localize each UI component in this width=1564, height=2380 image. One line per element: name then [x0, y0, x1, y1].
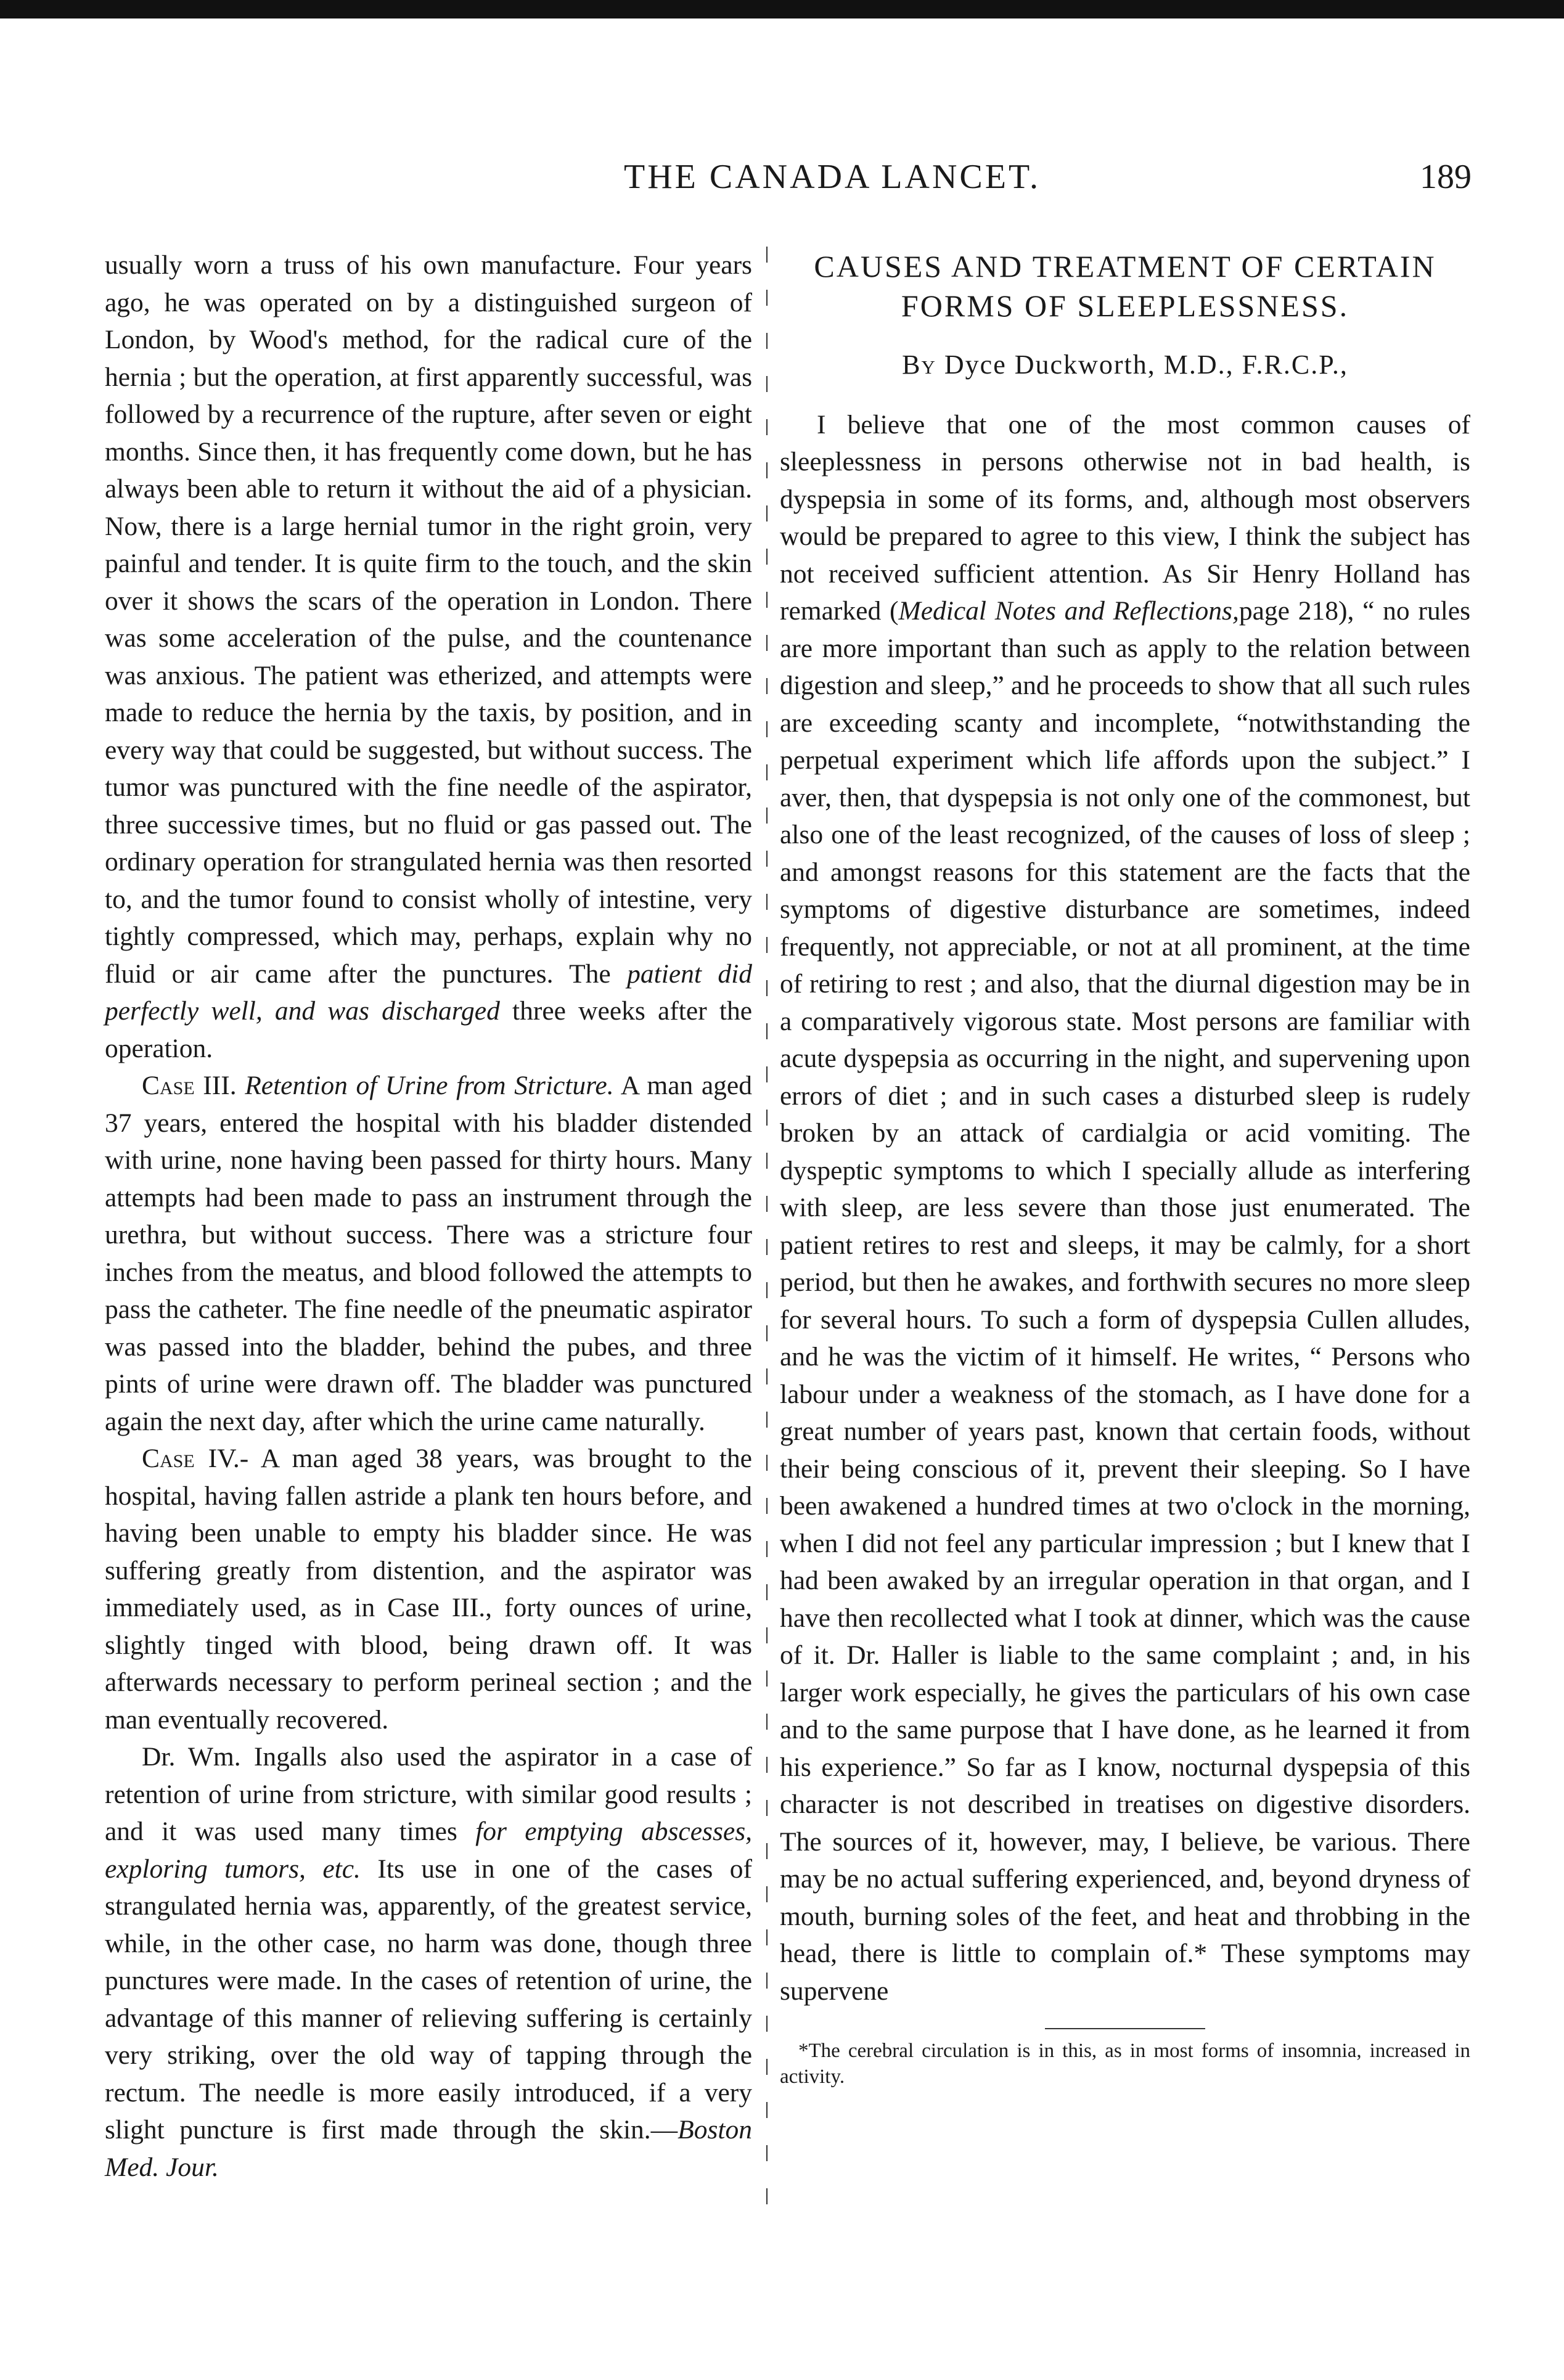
- left-column: [105, 247, 752, 2186]
- paragraph-sleeplessness: [780, 406, 1470, 2010]
- byline-author: Dyce Duckworth, M.D., F.R.C.P.,: [944, 350, 1348, 380]
- paragraph-text: Dr. Wm. Ingalls also used the aspirator in a case of retention of urine from stricture, with similar good results ; and it was used many times: [105, 1742, 752, 1846]
- paragraph-text-end: page 218), “ no rules are more important than such as apply to the relation between digestion and sleep,” and he proceeds to show that all such rules are exceeding scanty and incomplete, “notwithstanding the perpetual experiment which life affords upon the subject.” I aver, then, that dyspepsia is not only one of the commonest, but also one of the least recognized, of the causes of loss of sleep ; and amongst reasons for this statement are the facts that the symptoms of digestive disturbance are sometimes, indeed frequently, not appreciable, or not at all prominent, at the time of retiring to rest ; and also, that the diurnal digestion may be in a comparatively vigorous state. Most persons are familiar with acute dyspepsia as occurring in the night, and supervening upon errors of diet ; and in such cases a disturbed sleep is rudely broken by an attack of cardialgia or acid vomiting. The dyspeptic symptoms to which I specially allude as interfering with sleep, are less severe than those just enumerated. The patient retires to rest and sleeps, it may be calmly, for a short period, but then he awakes, and forthwith secures no more sleep for several hours. To such a form of dyspepsia Cullen alludes, and he was the victim of it himself. He writes, “ Persons who labour under a weakness of the stomach, as I have done for a great number of years past, known that certain foods, without their being conscious of it, prevent their sleeping. So I have been awakened a hundred times at two o'clock in the morning, when I did not feel any particular impression ; but I knew that I had been awaked by an irregular operation in that organ, and I have then recollected what I took at dinner, which was the cause of it. Dr. Haller is liable to the same complaint ; and, in his larger work especially, he gives the particulars of his own case and to the same purpose that I have done, as he learned it from his experience.” So far as I know, nocturnal dyspepsia of this character is not described in treatises on digestive disorders. The sources of it, however, may, I believe, be various. There may be no actual suffering experienced, and, beyond dryness of mouth, burning soles of the feet, and heat and throbbing in the head, there is little to complain of.* These symptoms may supervene: [780, 596, 1471, 2006]
- paragraph-hernia-case: [105, 247, 752, 1067]
- column-divider: [766, 247, 768, 2231]
- paragraph-text: I believe that one of the most common causes of sleeplessness in persons otherwise not in bad health, is dyspepsia in some of its forms, and, although most observers would be prepared to agree to this view, I think the subject has not received sufficient attention. As Sir Henry Holland has remarked (: [780, 409, 1470, 626]
- paragraph-case-3: [105, 1067, 752, 1440]
- paragraph-ingalls: [105, 1738, 752, 2186]
- paragraph-text-end: three weeks after the operation.: [105, 996, 752, 1063]
- italic-text: for emptying abscesses, exploring tumors, etc.: [105, 1817, 752, 1884]
- article-title: [780, 247, 1470, 325]
- paragraph-case-4: [105, 1440, 752, 1738]
- case-body: - A man aged 38 years, was brought to the hospital, having fallen astride a plank ten hours before, and having been unable to empty his bladder since. He was suffering greatly from distention, and the aspirator was immediately used, as in Case III., forty ounces of urine, slightly tinged with blood, being drawn off. It was afterwards necessary to perform perineal section ; and the man eventually recovered.: [105, 1444, 752, 1735]
- footnote-rule: [1045, 2028, 1205, 2029]
- byline: [780, 346, 1470, 384]
- running-head: [0, 157, 1564, 213]
- paragraph-text-end: Its use in one of the cases of strangulated hernia was, apparently, of the greatest service, while, in the other case, no harm was done, though three punctures were made. In the cases of retention of urine, the advantage of this manner of relieving suffering is certainly very striking, over the old way of tapping through the rectum. The needle is more easily introduced, if a very slight puncture is first made through the skin.—: [105, 1854, 753, 2145]
- article-title-line-2: FORMS OF SLEEPLESSNESS.: [901, 288, 1349, 323]
- case-label: Case IV.: [142, 1444, 240, 1473]
- journal-title: THE CANADA LANCET.: [623, 158, 1041, 196]
- italic-citation: Medical Notes and Reflections,: [898, 596, 1239, 626]
- source-citation: Boston Med. Jour.: [105, 2115, 752, 2182]
- page-number: 189: [1420, 158, 1472, 196]
- italic-text: patient did perfectly well, and was discharged: [105, 959, 752, 1026]
- case-title: Retention of Urine from Stricture.: [245, 1071, 614, 1100]
- case-body: A man aged 37 years, entered the hospital with his bladder distended with urine, none having been passed for thirty hours. Many attempts had been made to pass an instrument through the urethra, but without success. There was a stricture four inches from the meatus, and blood followed the attempts to pass the catheter. The fine needle of the pneumatic aspirator was passed into the bladder, behind the pubes, and three pints of urine were drawn off. The bladder was punctured again the next day, after which the urine came naturally.: [105, 1071, 752, 1436]
- right-column: [780, 247, 1470, 2090]
- paragraph-text: usually worn a truss of his own manufacture. Four years ago, he was operated on by a distinguished surgeon of London, by Wood's method, for the radical cure of the hernia ; but the operation, at first apparently successful, was followed by a recurrence of the rupture, after seven or eight months. Since then, it has frequently come down, but he has always been able to return it without the aid of a physician. Now, there is a large hernial tumor in the right groin, very painful and tender. It is quite firm to the touch, and the skin over it shows the scars of the operation in London. There was some acceleration of the pulse, and the countenance was anxious. The patient was etherized, and attempts were made to reduce the hernia by the taxis, by position, and in every way that could be suggested, but without success. The tumor was punctured with the fine needle of the aspirator, three successive times, but no fluid or gas passed out. The ordinary operation for strangulated hernia was then resorted to, and the tumor found to consist wholly of intestine, very tightly compressed, which may, perhaps, explain why no fluid or air came after the punctures. The: [105, 250, 752, 989]
- footnote: *The cerebral circulation is in this, as in most forms of insomnia, increased in activity.: [780, 2040, 1470, 2088]
- article-title-line-1: CAUSES AND TREATMENT OF CERTAIN: [814, 249, 1436, 284]
- byline-by: By: [902, 350, 936, 380]
- case-label: Case III.: [142, 1071, 237, 1100]
- top-rule: [0, 0, 1564, 18]
